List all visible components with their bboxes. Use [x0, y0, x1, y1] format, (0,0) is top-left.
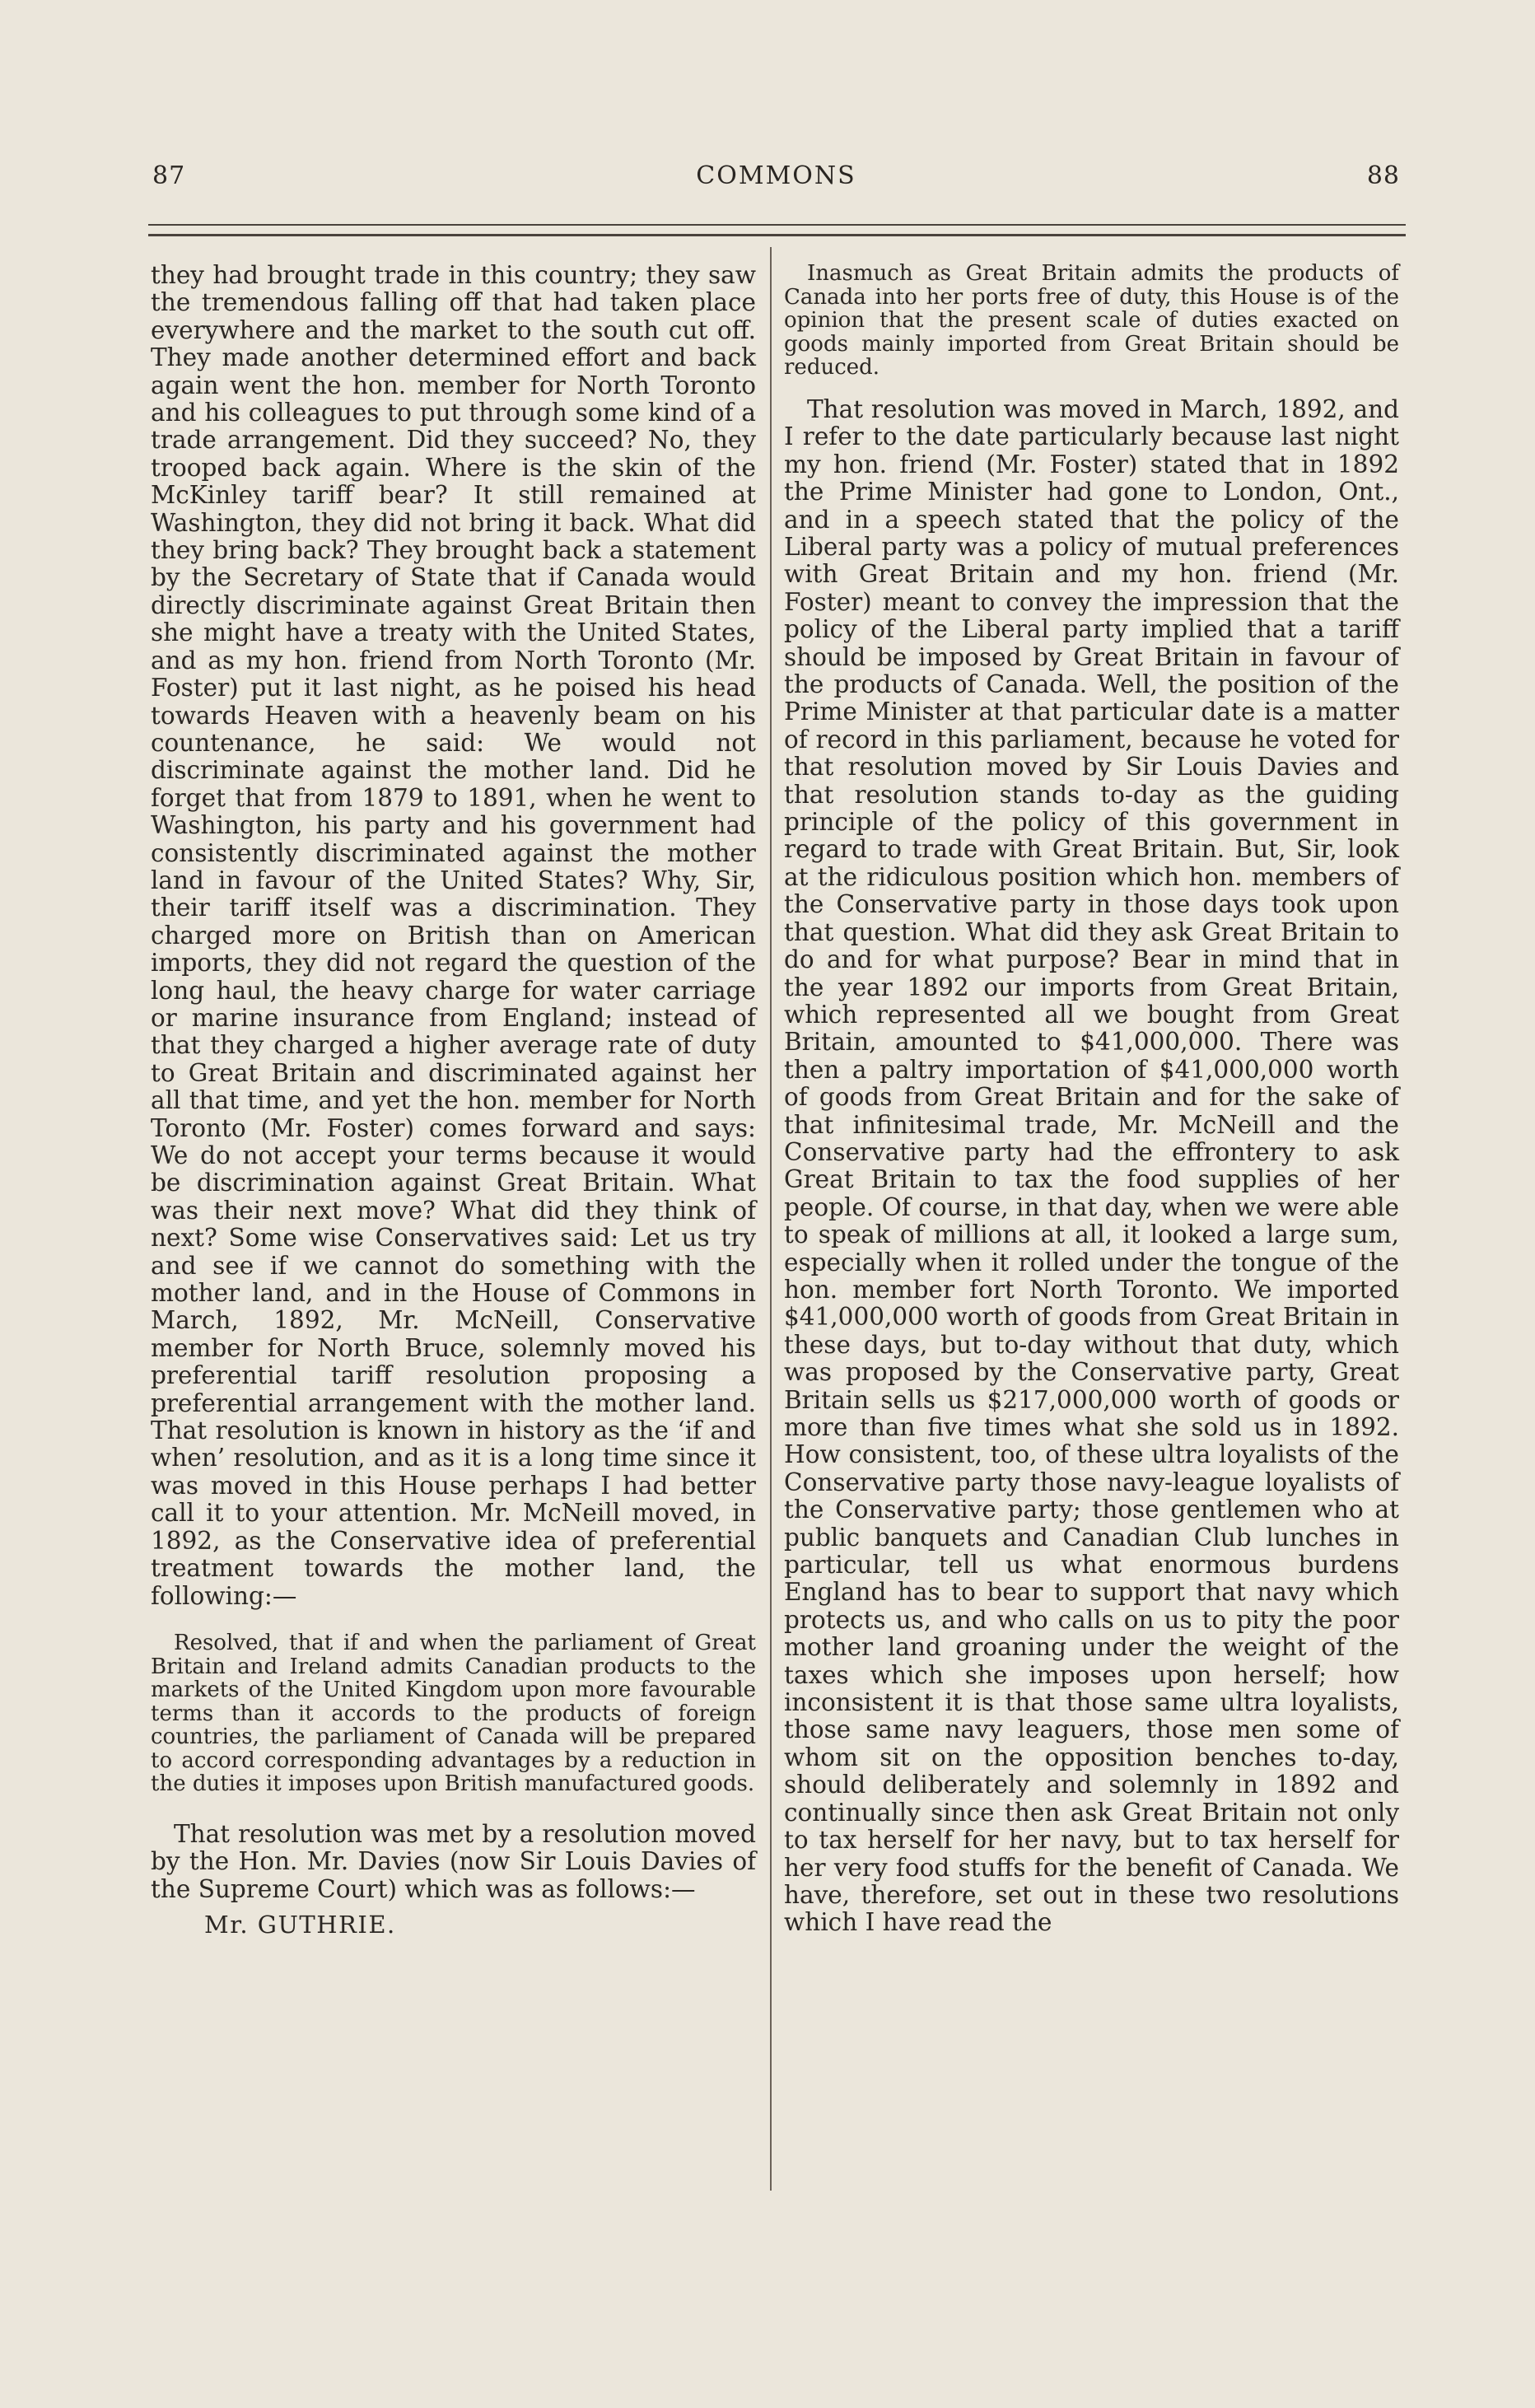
page-number-right: 88: [1366, 161, 1400, 190]
column-divider: [770, 247, 772, 2191]
page-header: [152, 161, 1400, 194]
left-column: [151, 262, 756, 1939]
left-paragraph-2: That resolution was met by a resolution moved by the Hon. Mr. Davies (now Sir Louis Davies of the Supreme Court) which was as follows:—: [151, 1820, 756, 1903]
page-number-left: 87: [152, 161, 186, 190]
davies-resolution-quote: Inasmuch as Great Britain admits the products of Canada into her ports free of duty, this House is of the opinion that the present scale of duties exacted on goods mainly imported from Great Britain should be reduced.: [784, 261, 1399, 380]
mcneill-resolution-quote: Resolved, that if and when the parliament of Great Britain and Ireland admits Canadian products to the markets of the United Kingdom upon more favourable terms than it accords to the products of foreign countries, the parliament of Canada will be prepared to accord corresponding advantages by a reduction in the duties it imposes upon British manufactured goods.: [151, 1630, 756, 1797]
header-rule-bottom: [148, 234, 1406, 236]
left-paragraph-1: they had brought trade in this country; they saw the tremendous falling off that had taken place everywhere and the market to the south cut off. They made another determined effort and back again went the hon. member for North Toronto and his colleagues to put through some kind of a trade arrangement. Did they succeed? No, they trooped back again. Where is the skin of the McKinley tariff bear? It still remained at Washington, they did not bring it back. What did they bring back? They brought back a statement by the Secretary of State that if Canada would directly discriminate against Great Britain then she might have a treaty with the United States, and as my hon. friend from North Toronto (Mr. Foster) put it last night, as he poised his head towards Heaven with a heavenly beam on his countenance, he said: We would not discriminate against the mother land. Did he forget that from 1879 to 1891, when he went to Washington, his party and his government had consistently discriminated against the mother land in favour of the United States? Why, Sir, their tariff itself was a discrimination. They charged more on British than on American imports, they did not regard the question of the long haul, the heavy charge for water carriage or marine insurance from England; instead of that they charged a higher average rate of duty to Great Britain and discriminated against her all that time, and yet the hon. member for North Toronto (Mr. Foster) comes forward and says: We do not accept your terms because it would be discrimination against Great Britain. What was their next move? What did they think of next? Some wise Conservatives said: Let us try and see if we cannot do something with the mother land, and in the House of Commons in March, 1892, Mr. McNeill, Conservative member for North Bruce, solemnly moved his preferential tariff resolution proposing a preferential arrangement with the mother land. That resolution is known in history as the ‘if and when’ resolution, and as it is a long time since it was moved in this House perhaps I had better call it to your attention. Mr. McNeill moved, in 1892, as the Conservative idea of preferential treatment towards the mother land, the following:—: [151, 261, 756, 1610]
running-title: COMMONS: [696, 161, 856, 190]
right-column: [784, 262, 1399, 1937]
right-paragraph-1: That resolution was moved in March, 1892, and I refer to the date particularly because last night my hon. friend (Mr. Foster) stated that in 1892 the Prime Minister had gone to London, Ont., and in a speech stated that the policy of the Liberal party was a policy of mutual preferences with Great Britain and my hon. friend (Mr. Foster) meant to convey the impression that the policy of the Liberal party implied that a tariff should be imposed by Great Britain in favour of the products of Canada. Well, the position of the Prime Minister at that particular date is a matter of record in this parliament, because he voted for that resolution moved by Sir Louis Davies and that resolution stands to-day as the guiding principle of the policy of this government in regard to trade with Great Britain. But, Sir, look at the ridiculous position which hon. members of the Conservative party in those days took upon that question. What did they ask Great Britain to do and for what purpose? Bear in mind that in the year 1892 our imports from Great Britain, which represented all we bought from Great Britain, amounted to $41,000,000. There was then a paltry importation of $41,000,000 worth of goods from Great Britain and for the sake of that infinitesimal trade, Mr. McNeill and the Conservative party had the effrontery to ask Great Britain to tax the food supplies of her people. Of course, in that day, when we were able to speak of millions at all, it looked a large sum, especially when it rolled under the tongue of the hon. member fort North Toronto. We imported $41,000,000 worth of goods from Great Britain in these days, but to-day without that duty, which was proposed by the Conservative party, Great Britain sells us $217,000,000 worth of goods or more than five times what she sold us in 1892. How consistent, too, of these ultra loyalists of the Conservative party those navy-league loyalists of the Conservative party; those gentlemen who at public banquets and Canadian Club lunches in particular, tell us what enormous burdens England has to bear to support that navy which protects us, and who calls on us to pity the poor mother land groaning under the weight of the taxes which she imposes upon herself; how inconsistent it is that those same ultra loyalists, those same navy leaguers, those men some of whom sit on the opposition benches to-day, should deliberately and solemnly in 1892 and continually since then ask Great Britain not only to tax herself for her navy, but to tax herself for her very food stuffs for the benefit of Canada. We have, therefore, set out in these two resolutions which I have read the: [784, 394, 1399, 1937]
speaker-footer: Mr. GUTHRIE.: [204, 1911, 396, 1939]
header-rule-top: [148, 224, 1406, 226]
